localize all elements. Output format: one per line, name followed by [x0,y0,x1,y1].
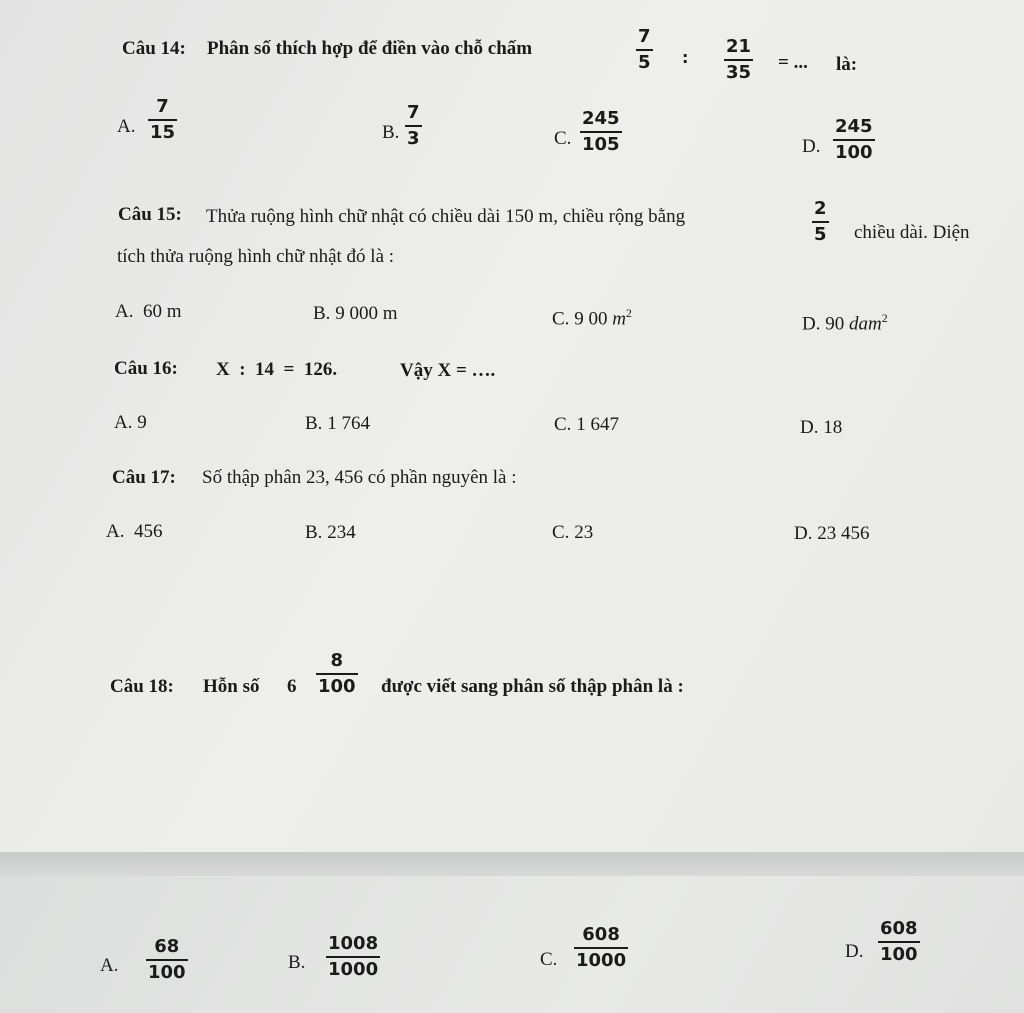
q15-option-d-value: 90 [825,313,845,335]
q15-option-b[interactable] [313,303,397,325]
q15-frac-num: 2 [814,198,827,219]
q15-option-a[interactable] [115,301,182,323]
q18-option-d-num: 608 [880,918,918,939]
q18-fraction [316,652,358,696]
q15-option-a-letter: A. [115,301,134,322]
q18-option-c-fraction[interactable] [574,926,628,970]
q18-text-1: Hỗn số [203,676,260,697]
q14-option-a-den: 15 [148,119,177,142]
q15-option-a-value: 60 m [142,301,182,322]
q14-suffix: = ... [778,52,808,73]
q14-option-a-num: 7 [156,96,169,117]
q18-option-c-letter[interactable]: C. [540,949,558,970]
q15-option-c-unit: m [612,308,626,330]
q14-frac2-num: 21 [726,36,752,57]
q17-option-b-letter: B. [305,522,323,543]
q15-prefix: Câu 15: [118,204,182,225]
q16-prefix: Câu 16: [114,358,178,379]
q16-option-c-value: 1 647 [576,414,619,435]
q15-option-b-value: 9 000 m [335,303,398,324]
q14-option-b-den: 3 [405,125,422,148]
q14-option-a-fraction[interactable] [148,98,177,142]
q16-option-b-value: 1 764 [327,413,370,434]
q14-fraction-1 [636,28,653,72]
q16-option-b[interactable] [305,413,370,435]
q16-option-d-letter: D. [800,417,819,438]
q18-option-d-den: 100 [878,941,920,964]
q15-option-b-letter: B. [313,303,331,324]
q17-option-a-value: 456 [133,521,163,542]
q18-option-d-letter[interactable]: D. [845,941,864,962]
q16-tail: Vậy X = …. [400,360,496,381]
q16-option-c-letter: C. [554,414,572,435]
q14-option-c-letter[interactable]: C. [554,128,572,149]
q18-option-c-num: 608 [582,924,620,945]
q16-option-a[interactable] [114,412,147,434]
q18-whole-number: 6 [287,676,297,697]
q17-option-c[interactable] [552,522,593,544]
q15-option-d-exp: 2 [881,311,888,325]
q16-option-d[interactable] [800,417,842,439]
q16-option-a-letter: A. [114,412,133,433]
q14-frac1-num: 7 [638,26,651,47]
q17-option-b[interactable] [305,522,356,544]
q14-option-d-fraction[interactable] [833,118,875,162]
q14-option-c-num: 245 [582,108,620,129]
q16-equation: X : 14 = 126. [216,359,338,380]
q15-option-c-exp: 2 [625,306,632,320]
q14-frac1-den: 5 [636,49,653,72]
q18-option-c-den: 1000 [574,947,628,970]
q14-option-d-den: 100 [833,139,875,162]
q17-option-b-value: 234 [327,522,356,543]
q16-option-c[interactable] [554,414,619,436]
q15-text-3: tích thửa ruộng hình chữ nhật đó là : [117,246,395,267]
q17-option-c-letter: C. [552,522,570,543]
q18-prefix: Câu 18: [110,676,174,697]
page-gap [0,852,1024,876]
q18-option-a-letter[interactable]: A. [100,955,119,976]
q14-option-d-letter[interactable]: D. [802,136,821,157]
q14-frac2-den: 35 [724,59,753,82]
q14-option-c-den: 105 [580,131,622,154]
q17-option-d[interactable] [794,523,869,545]
q18-option-b-fraction[interactable] [326,935,380,979]
q18-option-b-num: 1008 [328,933,379,954]
q15-text-1: Thửa ruộng hình chữ nhật có chiều dài 150 m, chiều rộng bằng [206,206,686,227]
q18-frac-num: 8 [330,650,344,671]
q15-frac-den: 5 [812,221,829,244]
q14-option-c-fraction[interactable] [580,110,622,154]
q14-operator: : [682,48,689,67]
q17-option-a-letter: A. [106,521,125,542]
q17-text: Số thập phân 23, 456 có phần nguyên là : [202,467,517,488]
q14-tail: là: [836,54,858,75]
q14-option-a-letter[interactable]: A. [117,116,136,137]
q16-option-a-value: 9 [137,412,147,433]
q15-option-c[interactable] [552,306,632,330]
q18-option-b-letter[interactable]: B. [288,952,306,973]
q17-option-d-letter: D. [794,523,813,544]
q16-option-d-value: 18 [823,417,843,438]
q17-option-d-value: 23 456 [817,523,870,544]
q14-prefix: Câu 14: [122,38,186,59]
q17-prefix: Câu 17: [112,467,176,488]
q17-option-a[interactable] [106,521,162,543]
q14-option-b-letter[interactable]: B. [382,122,400,143]
q18-option-a-fraction[interactable] [146,938,188,982]
q18-frac-den: 100 [316,673,358,696]
q15-option-d-letter: D. [802,313,821,335]
q18-option-a-den: 100 [146,959,188,982]
q14-option-d-num: 245 [835,116,873,137]
q14-option-b-fraction[interactable] [405,104,422,148]
q15-option-c-letter: C. [552,308,570,330]
q15-option-d-unit: dam [848,313,882,335]
q18-option-a-num: 68 [154,936,180,957]
q14-text: Phân số thích hợp để điền vào chỗ chấm [207,38,533,59]
q17-option-c-value: 23 [574,522,594,543]
q14-fraction-2 [724,38,753,82]
q16-option-b-letter: B. [305,413,323,434]
q15-option-d[interactable] [802,311,888,335]
q15-option-c-value: 9 00 [574,308,608,330]
q15-fraction [812,200,829,244]
q15-text-2: chiều dài. Diện [854,222,970,243]
q14-option-b-num: 7 [407,102,420,123]
q18-option-b-den: 1000 [326,956,380,979]
q18-option-d-fraction[interactable] [878,920,920,964]
q18-text-2: được viết sang phân số thập phân là : [381,676,684,697]
